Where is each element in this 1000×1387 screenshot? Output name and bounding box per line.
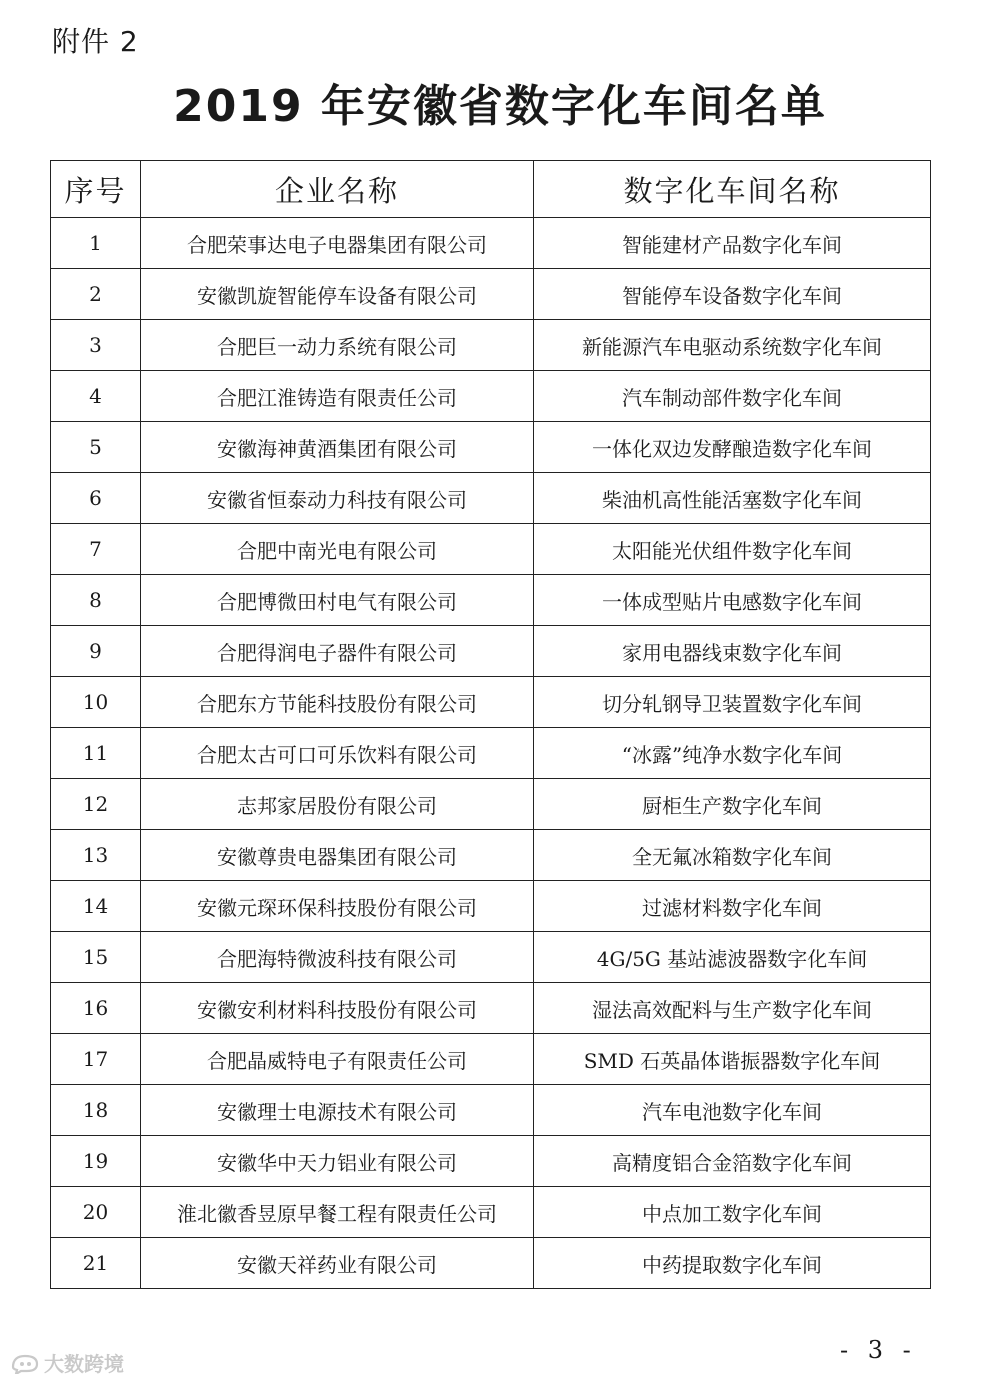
cell-index: 8: [51, 575, 141, 626]
cell-workshop-name: 汽车制动部件数字化车间: [534, 371, 931, 422]
cell-index: 18: [51, 1085, 141, 1136]
cell-index: 19: [51, 1136, 141, 1187]
cell-workshop-name: 高精度铝合金箔数字化车间: [534, 1136, 931, 1187]
table-row: [51, 320, 931, 371]
cell-index: 5: [51, 422, 141, 473]
cell-company-name: 安徽元琛环保科技股份有限公司: [141, 881, 534, 932]
table-row: [51, 473, 931, 524]
cell-index: 14: [51, 881, 141, 932]
cell-workshop-name: 4G/5G 基站滤波器数字化车间: [534, 932, 931, 983]
cell-workshop-name: 汽车电池数字化车间: [534, 1085, 931, 1136]
table-row: [51, 881, 931, 932]
cell-company-name: 合肥江淮铸造有限责任公司: [141, 371, 534, 422]
cell-company-name: 安徽海神黄酒集团有限公司: [141, 422, 534, 473]
cell-index: 10: [51, 677, 141, 728]
table-row: [51, 932, 931, 983]
cell-index: 16: [51, 983, 141, 1034]
cell-company-name: 合肥太古可口可乐饮料有限公司: [141, 728, 534, 779]
cell-index: 1: [51, 218, 141, 269]
cell-workshop-name: SMD 石英晶体谐振器数字化车间: [534, 1034, 931, 1085]
cell-index: 20: [51, 1187, 141, 1238]
watermark-text: 大数跨境: [44, 1352, 124, 1376]
table-row: [51, 983, 931, 1034]
page-number: - 3 -: [840, 1336, 917, 1364]
cell-company-name: 合肥巨一动力系统有限公司: [141, 320, 534, 371]
table-row: [51, 1085, 931, 1136]
cell-index: 7: [51, 524, 141, 575]
cell-company-name: 合肥中南光电有限公司: [141, 524, 534, 575]
cell-index: 3: [51, 320, 141, 371]
table-row: [51, 371, 931, 422]
cell-company-name: 合肥东方节能科技股份有限公司: [141, 677, 534, 728]
cell-index: 21: [51, 1238, 141, 1289]
table-row: [51, 524, 931, 575]
table-row: [51, 626, 931, 677]
table-row: [51, 1136, 931, 1187]
cell-company-name: 志邦家居股份有限公司: [141, 779, 534, 830]
cell-company-name: 安徽省恒泰动力科技有限公司: [141, 473, 534, 524]
table-row: [51, 1238, 931, 1289]
table-row: [51, 779, 931, 830]
cell-workshop-name: 过滤材料数字化车间: [534, 881, 931, 932]
cell-workshop-name: 柴油机高性能活塞数字化车间: [534, 473, 931, 524]
cell-workshop-name: “冰露”纯净水数字化车间: [534, 728, 931, 779]
watermark: [10, 1348, 124, 1377]
table-row: [51, 728, 931, 779]
cell-company-name: 合肥得润电子器件有限公司: [141, 626, 534, 677]
table-row: [51, 218, 931, 269]
cell-workshop-name: 智能停车设备数字化车间: [534, 269, 931, 320]
cell-index: 17: [51, 1034, 141, 1085]
cell-company-name: 安徽华中天力铝业有限公司: [141, 1136, 534, 1187]
cell-company-name: 淮北徽香昱原早餐工程有限责任公司: [141, 1187, 534, 1238]
attachment-label: 附件 2: [52, 25, 139, 58]
header-company: 企业名称: [141, 161, 534, 218]
table-row: [51, 422, 931, 473]
cell-company-name: 安徽尊贵电器集团有限公司: [141, 830, 534, 881]
cell-index: 11: [51, 728, 141, 779]
cell-workshop-name: 太阳能光伏组件数字化车间: [534, 524, 931, 575]
cell-index: 6: [51, 473, 141, 524]
cell-company-name: 安徽安利材料科技股份有限公司: [141, 983, 534, 1034]
cell-index: 15: [51, 932, 141, 983]
table-row: [51, 830, 931, 881]
table-header-row: [51, 161, 931, 218]
cell-company-name: 安徽理士电源技术有限公司: [141, 1085, 534, 1136]
cell-index: 12: [51, 779, 141, 830]
cell-workshop-name: 新能源汽车电驱动系统数字化车间: [534, 320, 931, 371]
table-row: [51, 575, 931, 626]
cell-workshop-name: 家用电器线束数字化车间: [534, 626, 931, 677]
cell-workshop-name: 切分轧钢导卫装置数字化车间: [534, 677, 931, 728]
cell-index: 9: [51, 626, 141, 677]
cell-company-name: 合肥荣事达电子电器集团有限公司: [141, 218, 534, 269]
table-row: [51, 677, 931, 728]
cell-company-name: 合肥海特微波科技有限公司: [141, 932, 534, 983]
cell-workshop-name: 全无氟冰箱数字化车间: [534, 830, 931, 881]
watermark-logo-icon: [10, 1352, 40, 1374]
cell-workshop-name: 厨柜生产数字化车间: [534, 779, 931, 830]
header-workshop: 数字化车间名称: [534, 161, 931, 218]
header-index: 序号: [51, 161, 141, 218]
table-body: [51, 218, 931, 1289]
cell-index: 4: [51, 371, 141, 422]
cell-workshop-name: 一体化双边发酵酿造数字化车间: [534, 422, 931, 473]
cell-workshop-name: 中点加工数字化车间: [534, 1187, 931, 1238]
cell-company-name: 合肥博微田村电气有限公司: [141, 575, 534, 626]
table-row: [51, 1187, 931, 1238]
cell-company-name: 合肥晶威特电子有限责任公司: [141, 1034, 534, 1085]
cell-company-name: 安徽天祥药业有限公司: [141, 1238, 534, 1289]
cell-workshop-name: 中药提取数字化车间: [534, 1238, 931, 1289]
cell-company-name: 安徽凯旋智能停车设备有限公司: [141, 269, 534, 320]
cell-index: 2: [51, 269, 141, 320]
cell-workshop-name: 一体成型贴片电感数字化车间: [534, 575, 931, 626]
cell-workshop-name: 智能建材产品数字化车间: [534, 218, 931, 269]
workshop-table: [50, 160, 931, 1289]
table-row: [51, 269, 931, 320]
cell-workshop-name: 湿法高效配料与生产数字化车间: [534, 983, 931, 1034]
document-title: 2019 年安徽省数字化车间名单: [173, 81, 827, 132]
table-row: [51, 1034, 931, 1085]
cell-index: 13: [51, 830, 141, 881]
